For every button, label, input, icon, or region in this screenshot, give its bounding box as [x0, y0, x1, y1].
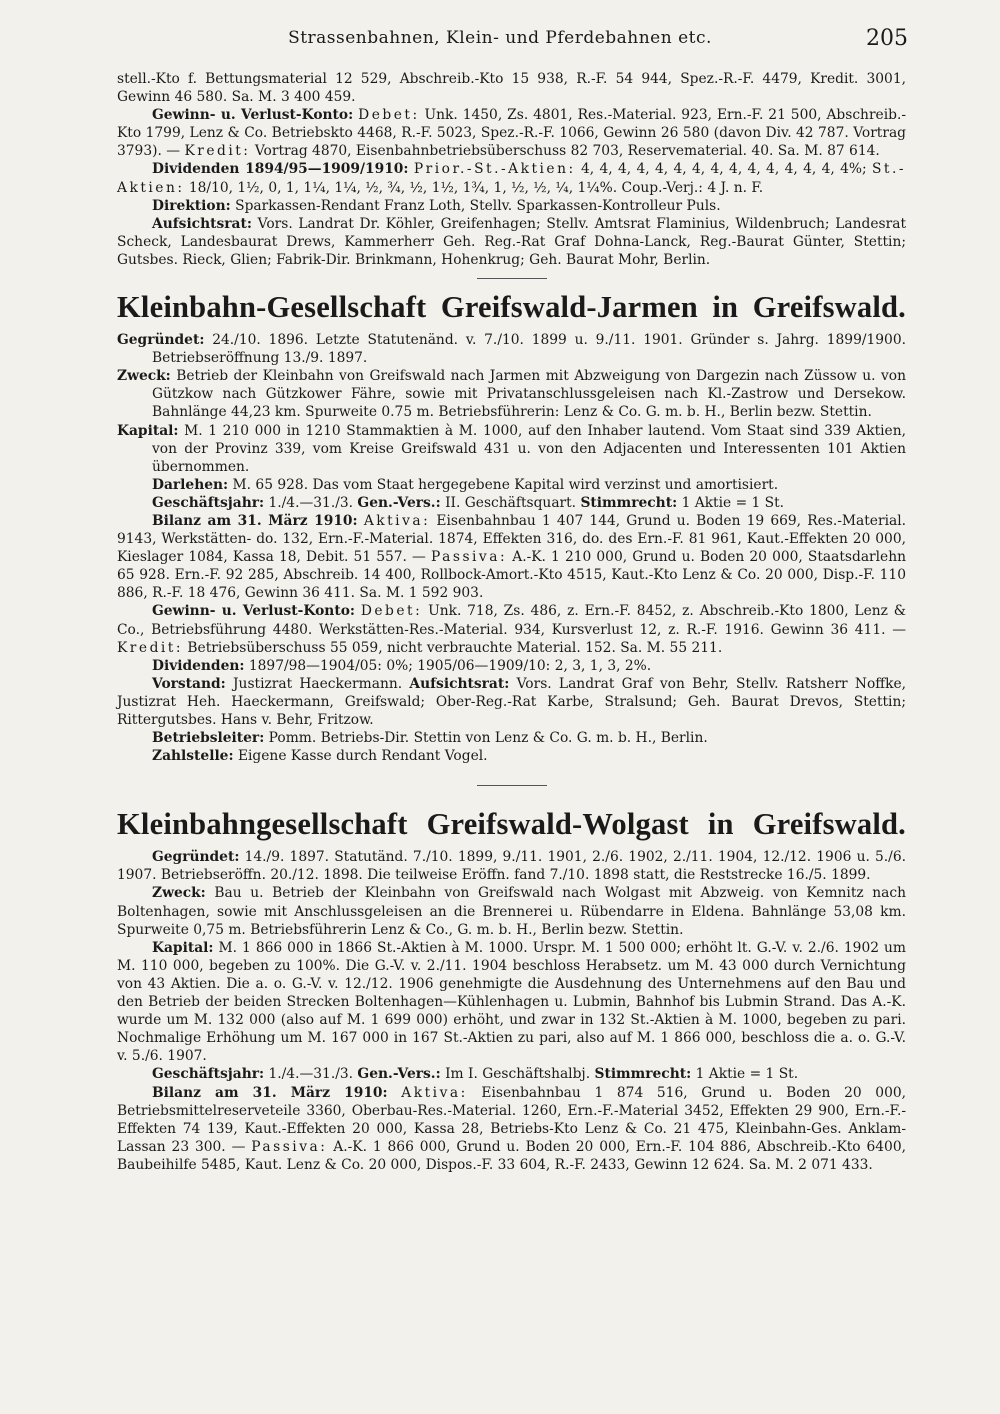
page-number: 205 — [866, 26, 908, 51]
section-divider — [477, 785, 547, 786]
s1-dividends: Dividenden: 1897/98—1904/05: 0%; 1905/06—1909/10: 2, 3, 1, 3, 2%. — [152, 657, 652, 674]
company-title-greifswald-jarmen: Kleinbahn-Gesellschaft Greifswald-Jarmen in Greifswald. — [117, 290, 906, 325]
s2-purpose: Zweck: Bau u. Betrieb der Kleinbahn von Greifswald nach Wolgast mit Abzweig. von Kemnitz nach Boltenhagen, sowie mit Anschlussgeleisen an die Brennerei u. Rübendarre in Eldena. Bahnlänge 53,08 km. Spurweite 0,75 m. Betriebsführerin Lenz & Co., G. m. b. H., Berlin bezw. Stettin. — [117, 885, 906, 938]
prev-profit-loss: Gewinn- u. Verlust-Konto: Debet: Unk. 1450, Zs. 4801, Res.-Material. 923, Ern.-F. 21 500, Abschreib.-Kto 1799, Lenz & Co. Betriebskto 4468, R.-F. 5023, Spez.-R.-F. 1066, Gewinn 26 580 (davon Div. 42 787. Vortrag 3793). — Kredit: Vortrag 4870, Eisenbahnbetriebsüberschuss 82 703, Reservematerial. 40. Sa. M. 87 614. — [117, 107, 906, 160]
prev-supervisory-board-label: Aufsichtsrat: — [152, 215, 252, 232]
section-divider — [477, 278, 547, 279]
page-content — [117, 70, 906, 1174]
s1-founded: Gegründet: 24./10. 1896. Letzte Statutenänd. v. 7./10. 1899 u. 9./11. 1901. Gründer s. Jahrg. 1899/1900. Betriebseröffnung 13./9. 1897. — [117, 332, 906, 367]
s1-operations-manager: Betriebsleiter: Pomm. Betriebs-Dir. Stettin von Lenz & Co. G. m. b. H., Berlin. — [152, 730, 708, 747]
prev-supervisory-board: Aufsichtsrat: Vors. Landrat Dr. Köhler, Greifenhagen; Stellv. Amtsrat Flaminius, Wildenbruch; Landesrat Scheck, Landesbaurat Drews, Kammerherr Geh. Reg.-Rat Graf Dohna-Lanck, Reg.-Baurat Günter, Stettin; Gutsbes. Rieck, Glien; Fabrik-Dir. Brinkmann, Hohenkrug; Geh. Baurat Mohr, Berlin. — [117, 215, 906, 268]
s1-board: Vorstand: Justizrat Haeckermann. Aufsichtsrat: Vors. Landrat Graf von Behr, Stellv. Ratsherr Noffke, Justizrat Heh. Haeckermann, Greifswald; Ober-Reg.-Rat Karbe, Stralsund; Geh. Baurat Drevos, Stettin; Rittergutsbes. Hans v. Behr, Fritzow. — [117, 675, 906, 728]
running-head: Strassenbahnen, Klein- und Pferdebahnen etc. — [288, 28, 712, 48]
s1-capital: Kapital: M. 1 210 000 in 1210 Stammaktien à M. 1000, auf den Inhaber lautend. Vom Staat sind 339 Aktien, von der Provinz 339, vom Kreise Greifswald 431 u. von den Adjacenten und Interessenten 101 Aktien übernommen. — [117, 422, 906, 475]
s1-paying-agent: Zahlstelle: Eigene Kasse durch Rendant Vogel. — [152, 748, 488, 765]
prev-dividends-label: Dividenden 1894/95—1909/1910: — [152, 161, 409, 178]
s1-purpose: Zweck: Betrieb der Kleinbahn von Greifswald nach Jarmen mit Abzweigung von Dargezin nach Züssow u. von Gützkow nach Gützkower Fähre, sowie mit Privatanschlussgeleisen nach Kl.-Zastrow und Dersekow. Bahnlänge 44,23 km. Spurweite 0.75 m. Betriebsführerin: Lenz & Co. G. m. b. H., Berlin bezw. Stettin. — [117, 368, 906, 421]
s2-capital: Kapital: M. 1 866 000 in 1866 St.-Aktien à M. 1000. Urspr. M. 1 500 000; erhöht lt. G.-V. v. 2./6. 1902 um M. 110 000, begeben zu 100%. Die G.-V. v. 2./11. 1904 beschloss Herabsetz. um M. 43 000 durch Vernichtung von 43 Aktien. Die a. o. G.-V. v. 12./12. 1906 genehmigte die Ausdehnung des Unternehmens auf den Bau und den Betrieb der beiden Strecken Boltenhagen—Kühlenhagen u. Lubmin, Bahnhof bis Lubmin Strand. Das A.-K. wurde um M. 132 000 (also auf M. 1 699 000) erhöht, und zwar in 132 St.-Aktien à M. 1000, begeben zu pari. Nochmalige Erhöhung um M. 167 000 in 167 St.-Aktien zu pari, also auf M. 1 866 000, beschloss die a. o. G.-V. v. 5./6. 1907. — [117, 939, 906, 1065]
company-title-greifswald-wolgast: Kleinbahngesellschaft Greifswald-Wolgast in Greifswald. — [117, 807, 906, 842]
prev-dividends: Dividenden 1894/95—1909/1910: Prior.-St.-Aktien: 4, 4, 4, 4, 4, 4, 4, 4, 4, 4, 4, 4, 4, 4, 4%; St.-Aktien: 18/10, 1½, 0, 1, 1¼, 1¼, ½, ¾, ½, 1½, 1¾, 1, ½, ½, ¼, 1¼%. Coup.-Verj.: 4 J. n. F. — [117, 161, 907, 196]
s1-loan: Darlehen: M. 65 928. Das vom Staat hergegebene Kapital wird verzinst und amortisiert. — [152, 476, 779, 493]
prev-direction-label: Direktion: — [152, 197, 231, 214]
prev-direction: Direktion: Sparkassen-Rendant Franz Loth, Stellv. Sparkassen-Kontrolleur Puls. — [152, 197, 721, 214]
s1-fiscal-year: Geschäftsjahr: 1./4.—31./3. Gen.-Vers.: II. Geschäftsquart. Stimmrecht: 1 Aktie = 1 St. — [152, 494, 785, 511]
prev-profit-loss-label: Gewinn- u. Verlust-Konto: — [152, 107, 354, 124]
s1-balance-sheet: Bilanz am 31. März 1910: Aktiva: Eisenbahnbau 1 407 144, Grund u. Boden 19 669, Res.-Material. 9143, Werkstätten- do. 132, Ern.-F.-Material. 1874, Effekten 316, do. des Ern.-F. 81 961, Kaut.-Effekten 20 000, Kieslager 1084, Kassa 18, Debit. 51 557. — Passiva: A.-K. 1 210 000, Grund u. Boden 20 000, Staatsdarlehn 65 928. Ern.-F. 92 285, Abschreib. 14 400, Rollbock-Amort.-Kto 4515, Kaut.-Kto Lenz & Co. 20 000, Disp.-F. 110 886, R.-F. 18 476, Gewinn 36 411. Sa. M. 1 592 903. — [117, 512, 907, 602]
s1-profit-loss: Gewinn- u. Verlust-Konto: Debet: Unk. 718, Zs. 486, z. Ern.-F. 8452, z. Abschreib.-Kto 1800, Lenz & Co., Betriebsführung 4480. Werkstätten-Res.-Material. 934, Kursverlust 12, z. R.-F. 1916. Gewinn 36 411. — Kredit: Betriebsüberschuss 55 059, nicht verbrauchte Material. 152. Sa. M. 55 211. — [117, 603, 907, 656]
s2-balance-sheet: Bilanz am 31. März 1910: Aktiva: Eisenbahnbau 1 874 516, Grund u. Boden 20 000, Betriebsmittelreserveteile 3360, Oberbau-Res.-Material. 1260, Ern.-F.-Material 3452, Effekten 29 900, Ern.-F.-Effekten 74 139, Kaut.-Effekten 20 000, Kassa 28, Betriebs-Kto Lenz & Co. 21 475, Kleinbahn-Ges. Anklam-Lassan 23 300. — Passiva: A.-K. 1 866 000, Grund u. Boden 20 000, Ern.-F. 104 886, Abschreib.-Kto 6400, Baubeihilfe 5485, Kaut. Lenz & Co. 20 000, Dispos.-F. 33 604, R.-F. 2433, Gewinn 12 624. Sa. M. 2 071 433. — [117, 1084, 907, 1173]
prev-balance-continuation: stell.-Kto f. Bettungsmaterial 12 529, Abschreib.-Kto 15 938, R.-F. 54 944, Spez.-R.-F. 4479, Kredit. 3001, Gewinn 46 580. Sa. M. 3 400 459. — [117, 71, 906, 106]
s2-fiscal-year: Geschäftsjahr: 1./4.—31./3. Gen.-Vers.: Im I. Geschäftshalbj. Stimmrecht: 1 Aktie = 1 St. — [152, 1066, 799, 1083]
s2-founded: Gegründet: 14./9. 1897. Statutänd. 7./10. 1899, 9./11. 1901, 2./6. 1902, 2./11. 1904, 12./12. 1906 u. 5./6. 1907. Betriebseröffn. 20./12. 1898. Die teilweise Eröffn. fand 7./10. 1898 statt, die Reststrecke 16./5. 1899. — [117, 849, 906, 884]
